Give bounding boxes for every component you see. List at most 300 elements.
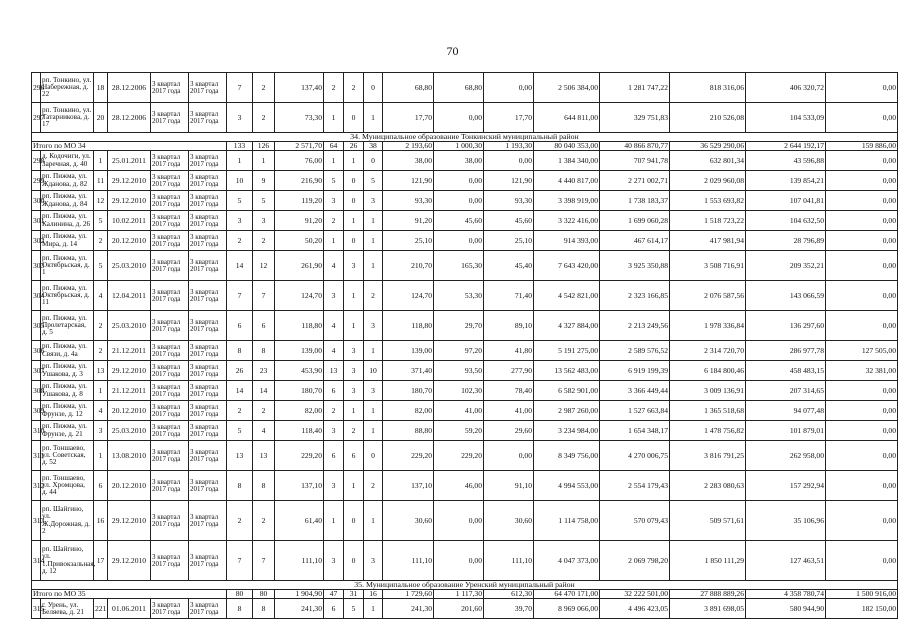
total-cell-c18: 1 500 916,00 <box>826 590 898 599</box>
value-cell-c12: 59,20 <box>434 421 484 441</box>
value-cell-c8: 4 <box>324 311 344 341</box>
value-cell-c17: 94 077,48 <box>746 401 826 421</box>
value-cell-c8: 3 <box>324 281 344 311</box>
value-cell-c10: 2 <box>364 281 383 311</box>
total-cell-c13: 612,30 <box>484 590 534 599</box>
value-cell-c6: 4 <box>253 421 275 441</box>
value-cell-c6: 14 <box>253 381 275 401</box>
row-number: 302 <box>32 231 41 251</box>
table-row <box>32 231 898 251</box>
value-cell-c6: 2 <box>253 231 275 251</box>
value-cell-c14: 7 643 420,00 <box>534 251 600 281</box>
value-cell-c10: 3 <box>364 541 383 581</box>
value-cell-c13: 89,10 <box>484 311 534 341</box>
value-cell-c7: 118,80 <box>275 311 324 341</box>
date-cell: 25.03.2010 <box>108 251 151 281</box>
value-cell-c6: 7 <box>253 281 275 311</box>
value-cell-c17: 262 958,00 <box>746 441 826 471</box>
doc-number-cell: 18 <box>94 73 108 103</box>
value-cell-c5: 2 <box>227 401 253 421</box>
total-cell-c13: 1 193,30 <box>484 142 534 151</box>
value-cell-c14: 2 506 384,00 <box>534 73 600 103</box>
value-cell-c8: 2 <box>324 211 344 231</box>
value-cell-c8: 1 <box>324 151 344 171</box>
doc-number-cell: 5 <box>94 211 108 231</box>
value-cell-c17: 286 977,78 <box>746 341 826 361</box>
planned-start-cell: 3 квартал 2017 года <box>151 501 189 541</box>
value-cell-c17: 143 066,59 <box>746 281 826 311</box>
value-cell-c16: 2 029 960,08 <box>670 171 746 191</box>
doc-number-cell: 11 <box>94 171 108 191</box>
date-cell: 20.12.2010 <box>108 471 151 501</box>
planned-end-cell: 3 квартал 2017 года <box>189 73 227 103</box>
planned-start-cell: 3 квартал 2017 года <box>151 251 189 281</box>
value-cell-c9: 3 <box>344 341 364 361</box>
total-cell-c11: 1 729,60 <box>383 590 434 599</box>
value-cell-c11: 25,10 <box>383 231 434 251</box>
value-cell-c5: 2 <box>227 501 253 541</box>
value-cell-c7: 229,20 <box>275 441 324 471</box>
planned-start-cell: 3 квартал 2017 года <box>151 441 189 471</box>
table-row <box>32 311 898 341</box>
address-cell: д. Кодочиги, ул. Заречная, д. 40 <box>41 151 94 171</box>
value-cell-c16: 210 526,08 <box>670 103 746 133</box>
planned-start-cell: 3 квартал 2017 года <box>151 599 189 619</box>
value-cell-c15: 570 079,43 <box>600 501 670 541</box>
value-cell-c5: 10 <box>227 171 253 191</box>
total-label: Итого по МО 34 <box>32 142 227 151</box>
row-number: 313 <box>32 501 41 541</box>
value-cell-c10: 0 <box>364 73 383 103</box>
value-cell-c18: 0,00 <box>826 381 898 401</box>
value-cell-c16: 2 283 080,63 <box>670 471 746 501</box>
value-cell-c11: 210,70 <box>383 251 434 281</box>
address-cell: г. Урень, ул. Беляева, д. 21 <box>41 599 94 619</box>
planned-end-cell: 3 квартал 2017 года <box>189 231 227 251</box>
value-cell-c13: 91,10 <box>484 471 534 501</box>
value-cell-c10: 1 <box>364 501 383 541</box>
value-cell-c7: 50,20 <box>275 231 324 251</box>
date-cell: 10.02.2011 <box>108 211 151 231</box>
value-cell-c18: 0,00 <box>826 103 898 133</box>
value-cell-c14: 4 994 553,00 <box>534 471 600 501</box>
doc-number-cell: 2 <box>94 341 108 361</box>
planned-end-cell: 3 квартал 2017 года <box>189 401 227 421</box>
value-cell-c18: 0,00 <box>826 211 898 231</box>
value-cell-c5: 6 <box>227 311 253 341</box>
total-cell-c8: 47 <box>324 590 344 599</box>
value-cell-c8: 4 <box>324 341 344 361</box>
value-cell-c6: 12 <box>253 251 275 281</box>
address-cell: рп. Тоншаево, ул. Советская, д. 52 <box>41 441 94 471</box>
value-cell-c12: 38,00 <box>434 151 484 171</box>
value-cell-c5: 5 <box>227 191 253 211</box>
planned-end-cell: 3 квартал 2017 года <box>189 281 227 311</box>
value-cell-c16: 1 850 111,29 <box>670 541 746 581</box>
value-cell-c16: 1 553 693,82 <box>670 191 746 211</box>
planned-start-cell: 3 квартал 2017 года <box>151 381 189 401</box>
value-cell-c6: 6 <box>253 311 275 341</box>
value-cell-c9: 3 <box>344 381 364 401</box>
value-cell-c16: 1 978 336,84 <box>670 311 746 341</box>
total-cell-c16: 36 529 290,06 <box>670 142 746 151</box>
value-cell-c15: 4 496 423,05 <box>600 599 670 619</box>
doc-number-cell: 3 <box>94 421 108 441</box>
date-cell: 20.12.2010 <box>108 231 151 251</box>
planned-start-cell: 3 квартал 2017 года <box>151 361 189 381</box>
doc-number-cell: 13 <box>94 361 108 381</box>
value-cell-c18: 127 505,00 <box>826 341 898 361</box>
planned-start-cell: 3 квартал 2017 года <box>151 191 189 211</box>
value-cell-c8: 1 <box>324 231 344 251</box>
total-label: Итого по МО 35 <box>32 590 227 599</box>
table-row <box>32 599 898 619</box>
value-cell-c6: 8 <box>253 599 275 619</box>
total-cell-c6: 80 <box>253 590 275 599</box>
value-cell-c18: 0,00 <box>826 501 898 541</box>
value-cell-c17: 107 041,81 <box>746 191 826 211</box>
total-cell-c12: 1 000,30 <box>434 142 484 151</box>
date-cell: 25.03.2010 <box>108 311 151 341</box>
value-cell-c17: 207 314,65 <box>746 381 826 401</box>
value-cell-c13: 45,60 <box>484 211 534 231</box>
value-cell-c7: 111,10 <box>275 541 324 581</box>
value-cell-c16: 632 801,34 <box>670 151 746 171</box>
value-cell-c11: 91,20 <box>383 211 434 231</box>
value-cell-c9: 2 <box>344 73 364 103</box>
value-cell-c7: 61,40 <box>275 501 324 541</box>
value-cell-c6: 2 <box>253 401 275 421</box>
value-cell-c9: 0 <box>344 171 364 191</box>
value-cell-c14: 8 969 066,00 <box>534 599 600 619</box>
table-body <box>32 73 898 619</box>
doc-number-cell: 221 <box>94 599 108 619</box>
value-cell-c18: 0,00 <box>826 73 898 103</box>
planned-start-cell: 3 квартал 2017 года <box>151 541 189 581</box>
value-cell-c11: 121,90 <box>383 171 434 191</box>
date-cell: 29.12.2010 <box>108 361 151 381</box>
address-cell: рп. Пижма, ул. Жданова, д. 84 <box>41 191 94 211</box>
doc-number-cell: 5 <box>94 251 108 281</box>
row-number: 301 <box>32 211 41 231</box>
date-cell: 25.03.2010 <box>108 421 151 441</box>
value-cell-c14: 1 114 758,00 <box>534 501 600 541</box>
value-cell-c8: 2 <box>324 401 344 421</box>
address-cell: рп. Тонкино, ул. Набережная, д. 22 <box>41 73 94 103</box>
value-cell-c9: 0 <box>344 231 364 251</box>
value-cell-c7: 91,20 <box>275 211 324 231</box>
value-cell-c12: 0,00 <box>434 171 484 191</box>
value-cell-c18: 0,00 <box>826 471 898 501</box>
address-cell: рп. Пижма, ул. Калинина, д. 26 <box>41 211 94 231</box>
address-cell: рп. Пижма, ул. Октябрьская, д. 1 <box>41 251 94 281</box>
value-cell-c14: 3 398 919,00 <box>534 191 600 211</box>
value-cell-c15: 1 699 060,28 <box>600 211 670 231</box>
value-cell-c15: 2 323 166,85 <box>600 281 670 311</box>
value-cell-c16: 3 508 716,91 <box>670 251 746 281</box>
total-cell-c16: 27 888 889,26 <box>670 590 746 599</box>
planned-start-cell: 3 квартал 2017 года <box>151 73 189 103</box>
table-row <box>32 471 898 501</box>
value-cell-c16: 3 891 698,05 <box>670 599 746 619</box>
planned-start-cell: 3 квартал 2017 года <box>151 171 189 191</box>
value-cell-c9: 3 <box>344 361 364 381</box>
value-cell-c5: 8 <box>227 341 253 361</box>
value-cell-c12: 29,70 <box>434 311 484 341</box>
value-cell-c18: 0,00 <box>826 311 898 341</box>
value-cell-c13: 41,00 <box>484 401 534 421</box>
doc-number-cell: 17 <box>94 541 108 581</box>
value-cell-c16: 2 314 720,70 <box>670 341 746 361</box>
planned-start-cell: 3 квартал 2017 года <box>151 311 189 341</box>
value-cell-c16: 2 076 587,56 <box>670 281 746 311</box>
date-cell: 21.12.2011 <box>108 341 151 361</box>
value-cell-c15: 467 614,17 <box>600 231 670 251</box>
value-cell-c16: 3 009 136,91 <box>670 381 746 401</box>
value-cell-c11: 17,70 <box>383 103 434 133</box>
address-cell: рп. Тоншаево, ул. Хромцова, д. 44 <box>41 471 94 501</box>
date-cell: 21.12.2011 <box>108 381 151 401</box>
value-cell-c10: 1 <box>364 211 383 231</box>
value-cell-c7: 261,90 <box>275 251 324 281</box>
value-cell-c13: 0,00 <box>484 73 534 103</box>
value-cell-c10: 1 <box>364 599 383 619</box>
value-cell-c9: 0 <box>344 191 364 211</box>
value-cell-c6: 3 <box>253 211 275 231</box>
value-cell-c8: 13 <box>324 361 344 381</box>
value-cell-c16: 417 981,94 <box>670 231 746 251</box>
doc-number-cell: 4 <box>94 401 108 421</box>
value-cell-c17: 139 854,21 <box>746 171 826 191</box>
planned-end-cell: 3 квартал 2017 года <box>189 151 227 171</box>
doc-number-cell: 2 <box>94 231 108 251</box>
value-cell-c11: 93,30 <box>383 191 434 211</box>
value-cell-c17: 458 483,15 <box>746 361 826 381</box>
value-cell-c7: 137,40 <box>275 73 324 103</box>
row-number: 314 <box>32 541 41 581</box>
value-cell-c11: 88,80 <box>383 421 434 441</box>
value-cell-c15: 2 554 179,43 <box>600 471 670 501</box>
value-cell-c15: 2 069 798,20 <box>600 541 670 581</box>
value-cell-c12: 45,60 <box>434 211 484 231</box>
value-cell-c15: 707 941,78 <box>600 151 670 171</box>
value-cell-c8: 4 <box>324 251 344 281</box>
value-cell-c7: 73,30 <box>275 103 324 133</box>
address-cell: рп. Пижма, ул. Октябрьская, д. 11 <box>41 281 94 311</box>
row-number: 300 <box>32 191 41 211</box>
value-cell-c17: 35 106,96 <box>746 501 826 541</box>
value-cell-c10: 1 <box>364 341 383 361</box>
date-cell: 29.12.2010 <box>108 191 151 211</box>
value-cell-c14: 3 322 416,00 <box>534 211 600 231</box>
planned-end-cell: 3 квартал 2017 года <box>189 541 227 581</box>
value-cell-c13: 93,30 <box>484 191 534 211</box>
value-cell-c7: 118,40 <box>275 421 324 441</box>
value-cell-c5: 3 <box>227 211 253 231</box>
value-cell-c18: 0,00 <box>826 171 898 191</box>
value-cell-c14: 4 542 821,00 <box>534 281 600 311</box>
table-row <box>32 341 898 361</box>
value-cell-c13: 39,70 <box>484 599 534 619</box>
table-row <box>32 361 898 381</box>
doc-number-cell: 20 <box>94 103 108 133</box>
row-number: 305 <box>32 311 41 341</box>
value-cell-c10: 0 <box>364 441 383 471</box>
value-cell-c14: 13 562 483,00 <box>534 361 600 381</box>
address-cell: рп. Тонкино, ул. Татарникова, д. 17 <box>41 103 94 133</box>
total-cell-c9: 31 <box>344 590 364 599</box>
value-cell-c7: 137,10 <box>275 471 324 501</box>
address-cell: рп. Пижма, ул. Мира, д. 14 <box>41 231 94 251</box>
value-cell-c16: 1 478 756,82 <box>670 421 746 441</box>
value-cell-c13: 121,90 <box>484 171 534 191</box>
value-cell-c12: 41,00 <box>434 401 484 421</box>
value-cell-c5: 13 <box>227 441 253 471</box>
value-cell-c15: 4 270 006,75 <box>600 441 670 471</box>
value-cell-c13: 0,00 <box>484 151 534 171</box>
value-cell-c18: 0,00 <box>826 151 898 171</box>
value-cell-c7: 119,20 <box>275 191 324 211</box>
value-cell-c11: 241,30 <box>383 599 434 619</box>
row-number: 312 <box>32 471 41 501</box>
doc-number-cell: 12 <box>94 191 108 211</box>
row-number: 297 <box>32 103 41 133</box>
table-row <box>32 171 898 191</box>
row-number: 296 <box>32 73 41 103</box>
value-cell-c12: 93,50 <box>434 361 484 381</box>
planned-start-cell: 3 квартал 2017 года <box>151 211 189 231</box>
value-cell-c10: 1 <box>364 231 383 251</box>
value-cell-c9: 1 <box>344 151 364 171</box>
value-cell-c7: 453,90 <box>275 361 324 381</box>
value-cell-c8: 3 <box>324 191 344 211</box>
value-cell-c6: 1 <box>253 151 275 171</box>
value-cell-c8: 6 <box>324 599 344 619</box>
value-cell-c6: 7 <box>253 541 275 581</box>
value-cell-c5: 5 <box>227 421 253 441</box>
value-cell-c15: 6 919 199,39 <box>600 361 670 381</box>
value-cell-c12: 229,20 <box>434 441 484 471</box>
value-cell-c12: 0,00 <box>434 501 484 541</box>
value-cell-c17: 104 533,09 <box>746 103 826 133</box>
page-number: 70 <box>446 44 459 58</box>
row-number: 303 <box>32 251 41 281</box>
value-cell-c8: 1 <box>324 501 344 541</box>
date-cell: 28.12.2006 <box>108 73 151 103</box>
value-cell-c5: 14 <box>227 251 253 281</box>
value-cell-c10: 1 <box>364 103 383 133</box>
doc-number-cell: 16 <box>94 501 108 541</box>
doc-number-cell: 4 <box>94 281 108 311</box>
value-cell-c16: 3 816 791,25 <box>670 441 746 471</box>
value-cell-c18: 0,00 <box>826 441 898 471</box>
value-cell-c9: 0 <box>344 103 364 133</box>
doc-number-cell: 2 <box>94 311 108 341</box>
value-cell-c15: 3 366 449,44 <box>600 381 670 401</box>
address-cell: рп. Пижма, ул. Ушакова, д. 8 <box>41 381 94 401</box>
value-cell-c17: 580 944,90 <box>746 599 826 619</box>
value-cell-c13: 17,70 <box>484 103 534 133</box>
value-cell-c12: 46,00 <box>434 471 484 501</box>
value-cell-c14: 4 440 817,00 <box>534 171 600 191</box>
date-cell: 29.12.2010 <box>108 541 151 581</box>
value-cell-c12: 68,80 <box>434 73 484 103</box>
value-cell-c17: 104 632,50 <box>746 211 826 231</box>
value-cell-c8: 6 <box>324 441 344 471</box>
value-cell-c18: 0,00 <box>826 281 898 311</box>
row-number: 306 <box>32 341 41 361</box>
value-cell-c11: 180,70 <box>383 381 434 401</box>
table-row <box>32 541 898 581</box>
total-cell-c5: 133 <box>227 142 253 151</box>
value-cell-c14: 1 384 340,00 <box>534 151 600 171</box>
value-cell-c12: 201,60 <box>434 599 484 619</box>
value-cell-c9: 1 <box>344 311 364 341</box>
planned-start-cell: 3 квартал 2017 года <box>151 401 189 421</box>
value-cell-c6: 2 <box>253 501 275 541</box>
total-cell-c14: 64 470 171,00 <box>534 590 600 599</box>
date-cell: 25.01.2011 <box>108 151 151 171</box>
address-cell: рп. Пижма, ул. Жданова, д. 82 <box>41 171 94 191</box>
value-cell-c15: 3 925 350,88 <box>600 251 670 281</box>
value-cell-c15: 1 738 183,37 <box>600 191 670 211</box>
value-cell-c17: 406 320,72 <box>746 73 826 103</box>
value-cell-c6: 2 <box>253 73 275 103</box>
doc-number-cell: 1 <box>94 151 108 171</box>
value-cell-c6: 5 <box>253 191 275 211</box>
value-cell-c13: 25,10 <box>484 231 534 251</box>
value-cell-c7: 180,70 <box>275 381 324 401</box>
total-cell-c7: 1 904,90 <box>275 590 324 599</box>
value-cell-c14: 4 047 373,00 <box>534 541 600 581</box>
total-cell-c11: 2 193,60 <box>383 142 434 151</box>
value-cell-c17: 43 596,88 <box>746 151 826 171</box>
value-cell-c14: 644 811,00 <box>534 103 600 133</box>
value-cell-c7: 216,90 <box>275 171 324 191</box>
row-number: 315 <box>32 599 41 619</box>
section-title: 34. Муниципальное образование Тонкинский муниципальный район <box>32 133 898 142</box>
planned-start-cell: 3 квартал 2017 года <box>151 471 189 501</box>
value-cell-c12: 0,00 <box>434 103 484 133</box>
value-cell-c5: 8 <box>227 471 253 501</box>
value-cell-c10: 3 <box>364 381 383 401</box>
value-cell-c9: 1 <box>344 211 364 231</box>
planned-end-cell: 3 квартал 2017 года <box>189 599 227 619</box>
planned-start-cell: 3 квартал 2017 года <box>151 151 189 171</box>
value-cell-c14: 4 327 884,00 <box>534 311 600 341</box>
value-cell-c18: 0,00 <box>826 421 898 441</box>
address-cell: рп. Шайгино, ул. Ж.Дорожная, д. 2 <box>41 501 94 541</box>
value-cell-c9: 6 <box>344 441 364 471</box>
value-cell-c11: 68,80 <box>383 73 434 103</box>
value-cell-c11: 371,40 <box>383 361 434 381</box>
total-cell-c15: 32 222 501,00 <box>600 590 670 599</box>
total-cell-c9: 26 <box>344 142 364 151</box>
planned-start-cell: 3 квартал 2017 года <box>151 341 189 361</box>
value-cell-c12: 0,00 <box>434 231 484 251</box>
planned-start-cell: 3 квартал 2017 года <box>151 421 189 441</box>
total-cell-c6: 126 <box>253 142 275 151</box>
value-cell-c9: 0 <box>344 541 364 581</box>
total-cell-c17: 2 644 192,17 <box>746 142 826 151</box>
row-number: 298 <box>32 151 41 171</box>
address-cell: рп. Пижма, ул. Связи, д. 4а <box>41 341 94 361</box>
address-cell: рп. Пижма, ул. Пролетарская, д. 5 <box>41 311 94 341</box>
doc-number-cell: 1 <box>94 441 108 471</box>
total-cell-c5: 80 <box>227 590 253 599</box>
value-cell-c14: 6 582 901,00 <box>534 381 600 401</box>
planned-end-cell: 3 квартал 2017 года <box>189 341 227 361</box>
